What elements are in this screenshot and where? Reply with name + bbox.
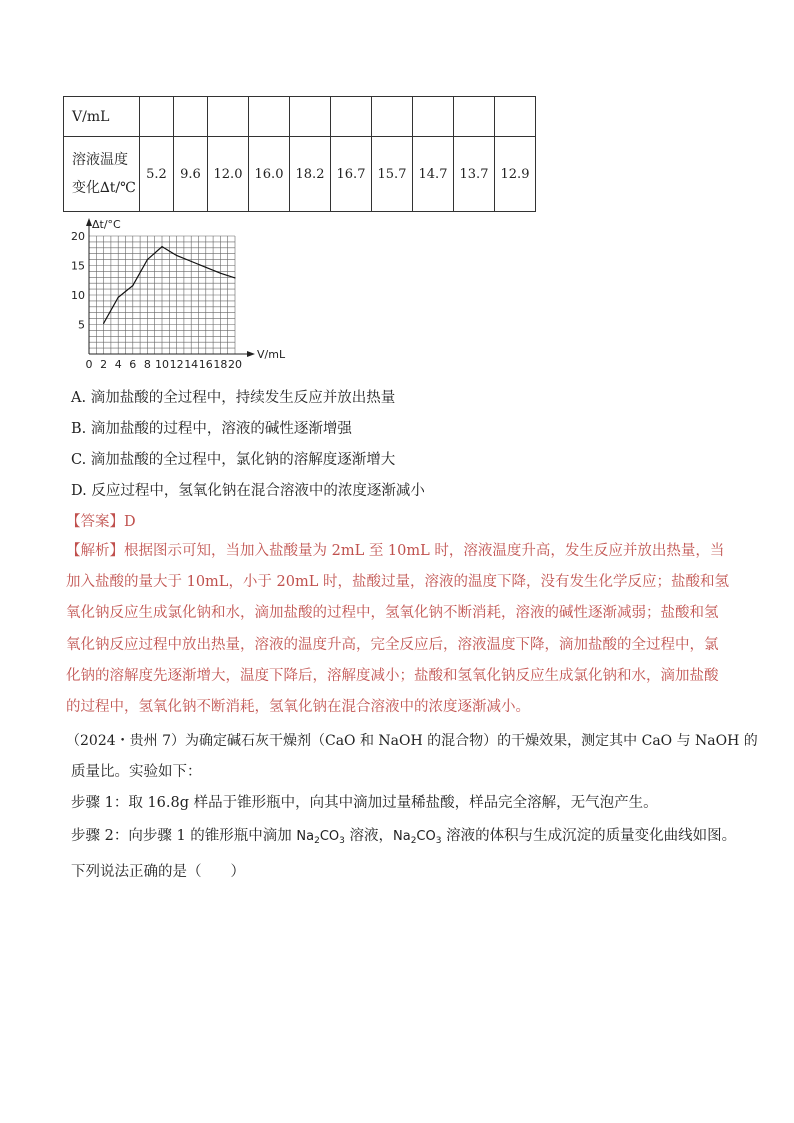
x-tick-label: 16 <box>198 358 213 371</box>
x-tick-label: 4 <box>114 358 122 371</box>
series-point <box>176 255 177 256</box>
step2-text-b: 溶液， <box>344 828 393 844</box>
option-b: B. 滴加盐酸的过程中，溶液的碱性逐渐增强 <box>71 421 352 437</box>
table-cell-value: 5.2 <box>140 137 174 212</box>
table-cell <box>140 97 174 137</box>
x-tick-label: 6 <box>129 358 137 371</box>
y-tick-label: 5 <box>78 318 85 332</box>
chart-grid <box>89 236 235 354</box>
answer <box>66 510 136 531</box>
y-tick-label: 10 <box>71 289 85 302</box>
series-point <box>161 246 162 247</box>
table-cell <box>290 97 331 137</box>
question2-intro-line2: 质量比。实验如下： <box>71 764 202 780</box>
series-point <box>118 297 119 298</box>
row-label-volume: V/mL <box>64 97 140 137</box>
answer-value: D <box>124 514 136 530</box>
table-cell <box>413 97 454 137</box>
temperature-chart <box>65 214 315 374</box>
y-tick-label: 20 <box>71 230 85 243</box>
table-cell-value: 15.7 <box>372 137 413 212</box>
series-point <box>191 261 192 262</box>
option-d: D. 反应过程中，氢氧化钠在混合溶液中的浓度逐渐减小 <box>71 483 425 499</box>
table-cell-value: 12.9 <box>495 137 536 212</box>
formula-na2co3: $Na_2CO_3$ <box>392 829 442 846</box>
table-cell <box>174 97 208 137</box>
table-cell-value: 12.0 <box>208 137 249 212</box>
row-label-temp-line2: 变化∆t/℃ <box>72 180 136 196</box>
x-tick-label: 12 <box>169 358 184 371</box>
analysis-label: 【解析】 <box>66 543 124 559</box>
row-label-temp-line1: 溶液温度 <box>72 152 128 168</box>
x-tick-label: 14 <box>184 358 199 371</box>
x-tick-label: 20 <box>228 358 242 371</box>
row-label-temp <box>64 137 140 212</box>
x-tick-label: 8 <box>143 358 151 371</box>
x-tick-label: 0 <box>85 358 93 371</box>
chart-x-label: V/mL <box>257 348 286 361</box>
x-axis-arrow <box>247 351 255 357</box>
series-point <box>220 273 221 274</box>
x-tick-label: 2 <box>100 358 108 371</box>
question2-prompt: 下列说法正确的是（ ） <box>71 864 245 880</box>
table-cell-value: 16.7 <box>331 137 372 212</box>
table-row-temp <box>64 137 536 212</box>
analysis-text: 根据图示可知，当加入盐酸量为 2mL 至 10mL 时，溶液温度升高，发生反应并放出热量，当加入盐酸的量大于 10mL，小于 20mL 时，盐酸过量，溶液的温度下降，没有发生化学反应；盐酸和氢氧化钠反应生成氯化钠和水，滴加盐酸的过程中，氢氧化钠不断消耗，溶液的碱性逐渐减弱；盐酸和氢氧化钠反应过程中放出热量，溶液的温度升高，完全反应后，溶液温度下降，滴加盐酸的全过程中，氯化钠的溶解度先逐渐增大，温度下降后，溶解度减小；盐酸和氢氧化钠反应生成氯化钠和水，滴加盐酸的过程中，氢氧化钠不断消耗，氢氧化钠在混合溶液中的浓度逐渐减小。 <box>66 543 729 716</box>
series-point <box>103 323 104 324</box>
question2-step2 <box>71 824 736 846</box>
table-cell-value: 9.6 <box>174 137 208 212</box>
series-point <box>234 277 235 278</box>
step2-text-a: 步骤 2：向步骤 1 的锥形瓶中滴加 <box>71 828 297 844</box>
option-a: A. 滴加盐酸的全过程中，持续发生反应并放出热量 <box>71 390 396 406</box>
table-cell <box>331 97 372 137</box>
table-cell <box>208 97 249 137</box>
question2-intro-line1: （2024・贵州 7）为确定碱石灰干燥剂（CaO 和 NaOH 的混合物）的干燥效果，测定其中 CaO 与 NaOH 的 <box>66 733 758 749</box>
x-tick-label: 18 <box>213 358 228 371</box>
table-cell-value: 13.7 <box>454 137 495 212</box>
answer-label: 【答案】 <box>66 514 124 530</box>
step2-text-c: 溶液的体积与生成沉淀的质量变化曲线如图。 <box>441 828 737 844</box>
table-cell-value: 14.7 <box>413 137 454 212</box>
chart-y-label: Δt/°C <box>92 218 121 231</box>
table-cell-value: 18.2 <box>290 137 331 212</box>
question2-step1: 步骤 1：取 16.8g 样品于锥形瓶中，向其中滴加过量稀盐酸，样品完全溶解，无气泡产生。 <box>71 795 658 811</box>
table-cell <box>495 97 536 137</box>
x-tick-label: 10 <box>155 358 169 371</box>
table-cell <box>372 97 413 137</box>
series-point <box>132 285 133 286</box>
table-cell <box>454 97 495 137</box>
table-cell <box>249 97 290 137</box>
formula-na2co3: $Na_2CO_3$ <box>296 829 345 846</box>
series-point <box>147 259 148 260</box>
y-tick-label: 15 <box>71 259 85 273</box>
data-table <box>63 96 536 212</box>
table-row-volume <box>64 97 536 137</box>
series-point <box>205 267 206 268</box>
analysis <box>66 536 732 723</box>
option-c: C. 滴加盐酸的全过程中，氯化钠的溶解度逐渐增大 <box>71 452 396 468</box>
table-cell-value: 16.0 <box>249 137 290 212</box>
